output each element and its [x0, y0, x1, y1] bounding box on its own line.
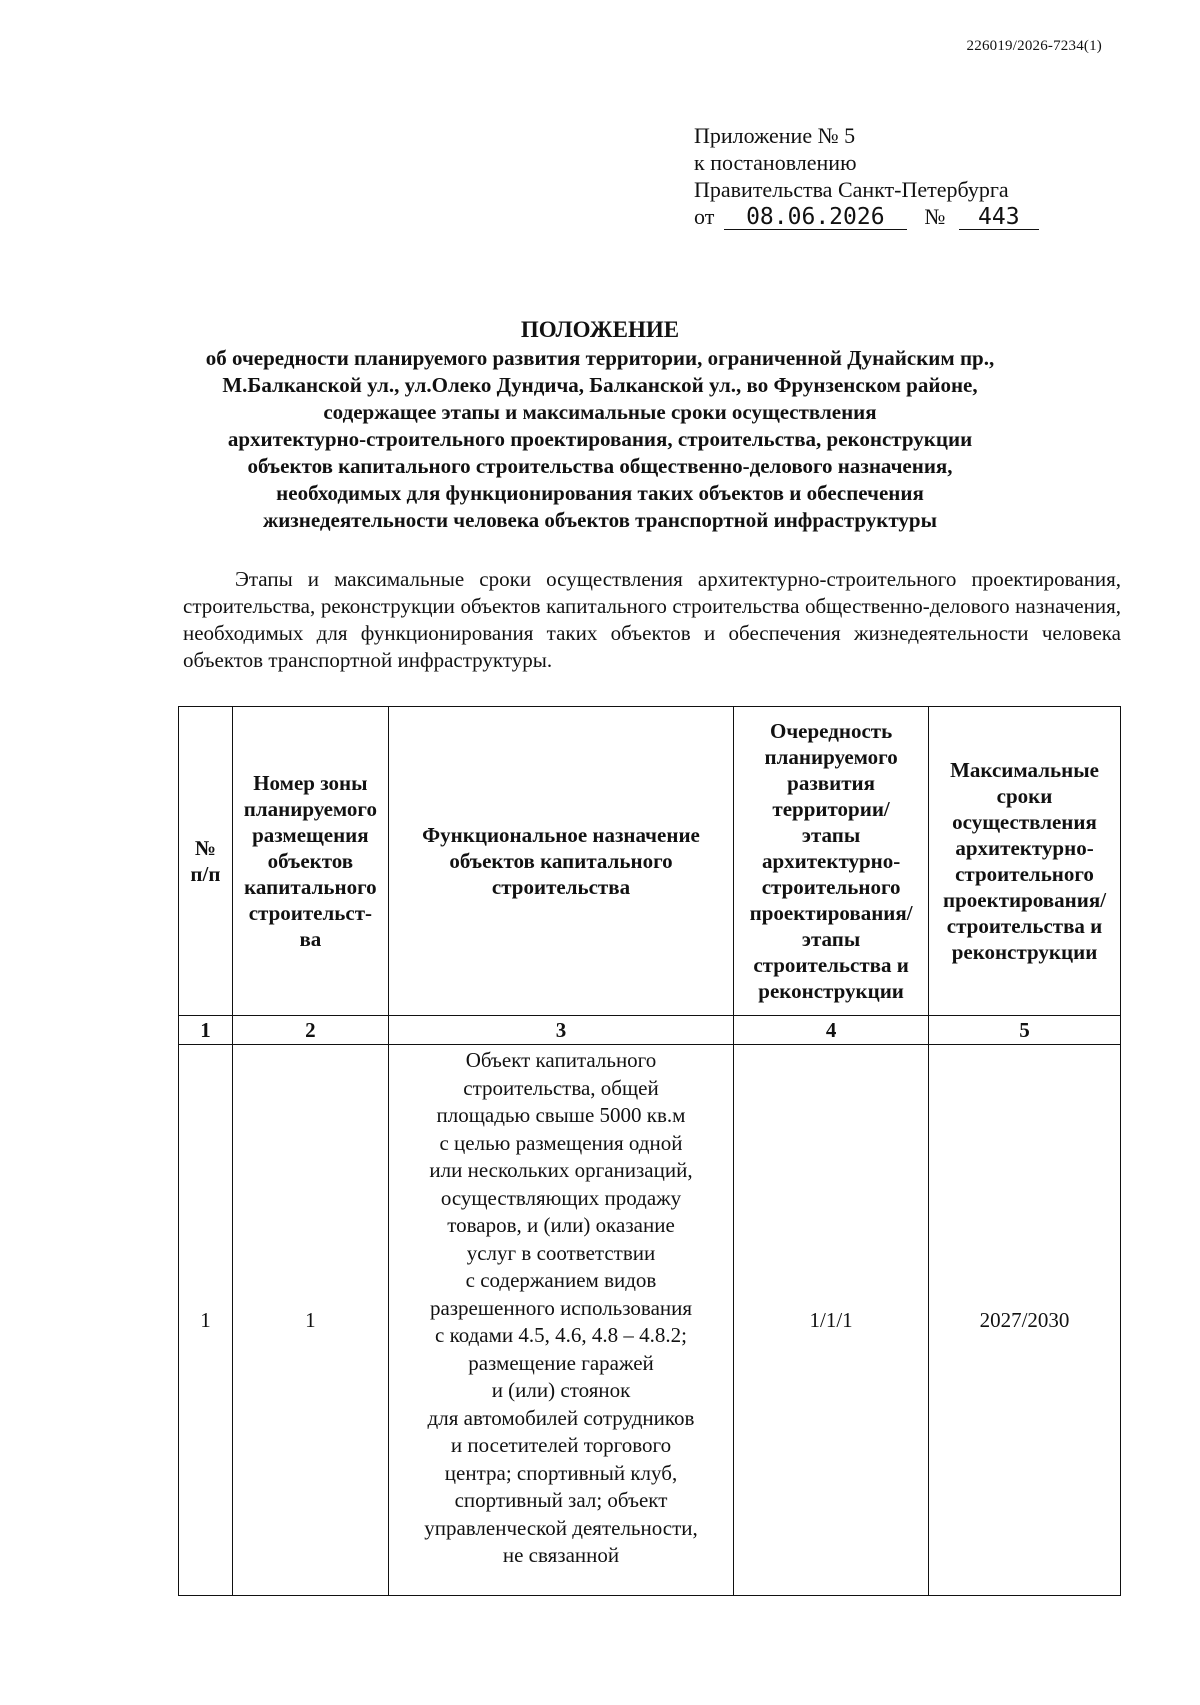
title-line: содержащее этапы и максимальные сроки осуществления: [323, 400, 877, 424]
header-cell-purpose: Функциональное назначение объектов капитального строительства: [388, 707, 733, 1016]
appendix-resolution-ref: к постановлению: [694, 150, 857, 175]
header-cell-number: № п/п: [179, 707, 233, 1016]
title-line: необходимых для функционирования таких объектов и обеспечения: [276, 481, 924, 505]
column-number-cell: 3: [388, 1016, 733, 1045]
resolution-number: 443: [959, 205, 1039, 230]
title-line: М.Балканской ул., ул.Олеко Дундича, Балканской ул., во Фрунзенском районе,: [222, 373, 978, 397]
header-cell-order: Очередность планируемого развития территории/ этапы архитектурно- строительного проектирования/ этапы строительства и реконструкции: [734, 707, 929, 1016]
appendix-block: [694, 122, 1039, 230]
number-prefix: №: [924, 204, 946, 229]
column-number-row: [179, 1016, 1121, 1045]
row-purpose-cell: Объект капитального строительства, общей площадью свыше 5000 кв.м с целью размещения одной или нескольких организаций, осуществляющих продажу товаров, и (или) оказание услуг в соответствии с содержанием видов разрешенного использования с кодами 4.5, 4.6, 4.8 – 4.8.2; размещение гаражей и (или) стоянок для автомобилей сотрудников и посетителей торгового центра; спортивный клуб, спортивный зал; объект управленческой деятельности, не связанной: [388, 1045, 733, 1596]
column-number-cell: 1: [179, 1016, 233, 1045]
header-cell-deadlines: Максимальные сроки осуществления архитектурно- строительного проектирования/ строительства и реконструкции: [929, 707, 1121, 1016]
row-zone-cell: 1: [232, 1045, 388, 1596]
title-line: об очередности планируемого развития территории, ограниченной Дунайским пр.,: [205, 346, 995, 370]
header-cell-zone: Номер зоны планируемого размещения объектов капитального строительст- ва: [232, 707, 388, 1016]
row-number-cell: 1: [179, 1045, 233, 1596]
resolution-date: 08.06.2026: [724, 205, 907, 230]
table-row: [179, 1045, 1121, 1596]
column-number-cell: 4: [734, 1016, 929, 1045]
row-deadline-cell: 2027/2030: [929, 1045, 1121, 1596]
row-order-cell: 1/1/1: [734, 1045, 929, 1596]
table-header-row: [179, 707, 1121, 1016]
document-title: [150, 316, 1050, 534]
title-line: архитектурно-строительного проектирования, строительства, реконструкции: [227, 427, 973, 451]
appendix-title: Приложение № 5: [694, 123, 856, 148]
column-number-cell: 5: [929, 1016, 1121, 1045]
stages-table: [178, 706, 1121, 1596]
intro-paragraph: Этапы и максимальные сроки осуществления архитектурно-строительного проектирования, строительства, реконструкции объектов капитального строительства общественно-делового назначения, необходимых для функционирования таких объектов и обеспечения жизнедеятельности человека объектов транспортной инфраструктуры.: [183, 567, 1121, 672]
document-registration-number: 226019/2026-7234(1): [966, 38, 1102, 54]
from-prefix: от: [694, 204, 715, 229]
appendix-government: Правительства Санкт-Петербурга: [694, 177, 1009, 202]
title-line: объектов капитального строительства общественно-делового назначения,: [247, 454, 953, 478]
title-main: ПОЛОЖЕНИЕ: [520, 317, 680, 342]
appendix-date-number-line: [694, 203, 1039, 230]
title-line: жизнедеятельности человека объектов транспортной инфраструктуры: [262, 508, 938, 532]
column-number-cell: 2: [232, 1016, 388, 1045]
